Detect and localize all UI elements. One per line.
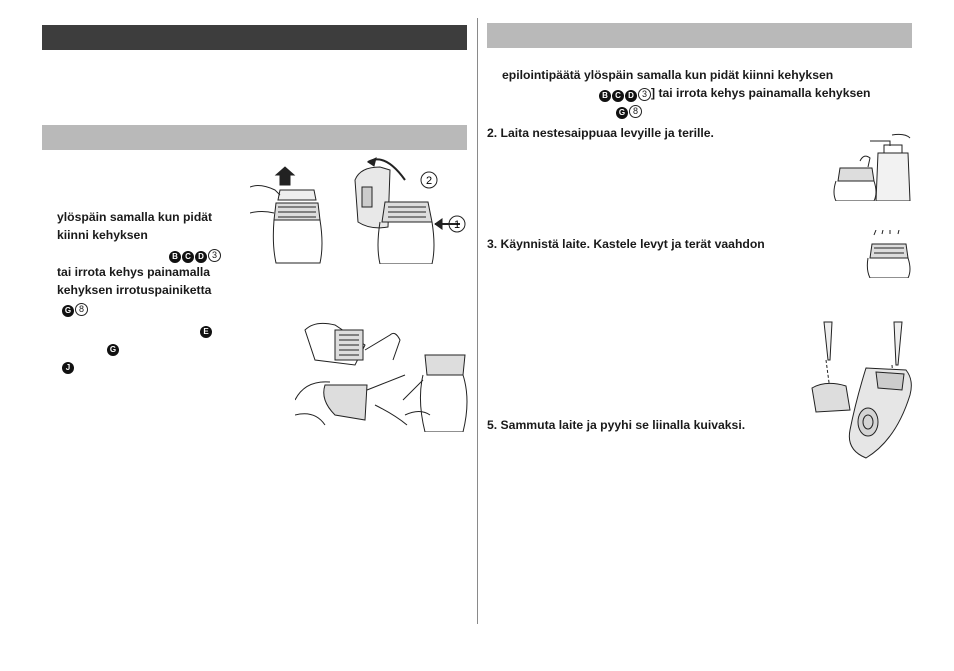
badge-d-right: D [625, 90, 637, 102]
badge-g-right: G [616, 107, 628, 119]
right-text-line-1: epilointipäätä ylöspäin samalla kun pidät kiinni kehyksen [502, 68, 834, 82]
left-badge-j [62, 357, 75, 375]
badge-g-2: G [107, 344, 119, 356]
badge-b: B [169, 251, 181, 263]
badge-g: G [62, 305, 74, 317]
circled-number-3-right: 3 [638, 88, 651, 101]
left-text-line-2: kiinni kehyksen [57, 228, 148, 242]
left-text-line-3: tai irrota kehys painamalla [57, 265, 211, 279]
frame-removal-illustration [340, 152, 470, 264]
figure-label-2: 2 [425, 175, 433, 187]
section-header-bar-light-right [487, 23, 912, 48]
section-header-bar-light-left [42, 125, 467, 150]
badge-b-right: B [599, 90, 611, 102]
badge-e-2: E [200, 326, 212, 338]
circled-number-8: 8 [75, 303, 88, 316]
circled-number-3: 3 [208, 249, 221, 262]
right-badge-group-g8 [616, 102, 642, 120]
epilator-head-lift-illustration [250, 165, 330, 265]
lather-illustration [866, 230, 912, 278]
left-badge-group-bcd [169, 246, 221, 264]
rinse-dry-illustration [806, 320, 914, 460]
circled-number-8-right: 8 [629, 105, 642, 118]
badge-c-right: C [612, 90, 624, 102]
column-divider [477, 18, 478, 624]
right-text-line-2 [599, 85, 870, 103]
figure-label-1: 1 [453, 219, 461, 231]
badge-d: D [195, 251, 207, 263]
left-text-line-1: ylöspäin samalla kun pidät [57, 210, 213, 224]
step-3-text: 3. Käynnistä laite. Kastele levyt ja terät vaahdon [487, 237, 765, 251]
step-5-text: 5. Sammuta laite ja pyyhi se liinalla kuivaksi. [487, 418, 746, 432]
left-badge-group-g8 [62, 300, 88, 318]
right-text-line-2-text: ] tai irrota kehys painamalla kehyksen [651, 86, 871, 100]
section-header-bar-dark [42, 25, 467, 50]
badge-j: J [62, 362, 74, 374]
left-badge-e [200, 321, 213, 339]
brush-cleaning-illustration [295, 320, 470, 432]
soap-application-illustration [830, 133, 912, 201]
badge-c: C [182, 251, 194, 263]
step-2-text: 2. Laita nestesaippuaa levyille ja terille. [487, 126, 714, 140]
left-badge-g2 [107, 339, 120, 357]
left-text-line-4: kehyksen irrotuspainiketta [57, 283, 212, 297]
